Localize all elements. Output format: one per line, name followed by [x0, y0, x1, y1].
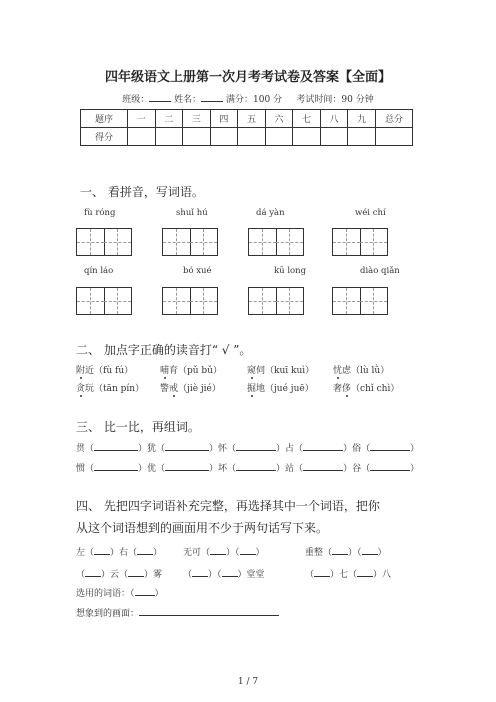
table-cell: 九 [348, 110, 376, 128]
name-label: 姓名： [174, 95, 202, 105]
score-input-cell[interactable] [183, 128, 211, 146]
reading-options: （chǐ chì） [351, 384, 400, 394]
idiom-blank[interactable] [192, 568, 208, 577]
writing-grid[interactable] [332, 228, 388, 256]
reading-options: 虑（lù lǜ） [342, 366, 390, 376]
answer-blank[interactable] [236, 462, 276, 471]
answer-blank[interactable] [236, 442, 276, 451]
exam-info [0, 92, 496, 105]
answer-blank[interactable] [94, 442, 138, 451]
score-input-cell[interactable] [376, 128, 413, 146]
idiom-text: 重整（ [305, 548, 333, 558]
reading-options: 地（jué juē） [256, 384, 314, 394]
compare-row [76, 461, 419, 474]
idiom-item [183, 545, 265, 558]
page-number: 1 / 7 [237, 677, 259, 687]
table-cell: 七 [293, 110, 321, 128]
idiom-text: 无可（ [183, 548, 211, 558]
idiom-text: （ [305, 570, 315, 580]
answer-blank[interactable] [370, 462, 410, 471]
writing-grid[interactable] [76, 228, 132, 256]
chosen-label: 选用的词语：（ [76, 589, 135, 599]
idiom-text: ） [153, 548, 163, 558]
imagine-line [76, 606, 279, 619]
exam-time: 考试时间：90 分钟 [296, 95, 374, 105]
idiom-text: ）七（ [330, 570, 358, 580]
writing-grid[interactable] [332, 287, 388, 315]
reading-item[interactable] [247, 381, 314, 394]
char-label: ）坏（ [209, 464, 237, 474]
plain-char: 奢 [333, 384, 343, 394]
reading-options: （jiè jié） [178, 384, 221, 394]
table-cell: 四 [210, 110, 238, 128]
table-cell: 得分 [81, 128, 128, 146]
char-label: ） [410, 444, 420, 454]
pinyin-label: kū long [274, 266, 307, 276]
table-cell: 六 [265, 110, 293, 128]
idiom-blank[interactable] [137, 546, 153, 555]
reading-item[interactable] [160, 381, 221, 394]
score-input-cell[interactable] [155, 128, 183, 146]
table-cell: 总分 [376, 110, 413, 128]
dotted-char: 掘 [247, 384, 257, 394]
table-cell: 三 [183, 110, 211, 128]
dotted-char: 哺 [160, 366, 170, 376]
idiom-blank[interactable] [94, 546, 110, 555]
idiom-blank[interactable] [362, 546, 378, 555]
score-input-cell[interactable] [210, 128, 238, 146]
score-header-row [81, 110, 413, 128]
table-cell: 一 [128, 110, 156, 128]
char-label: ） [410, 464, 420, 474]
answer-blank[interactable] [165, 442, 209, 451]
pinyin-label: shuǐ hú [176, 208, 208, 218]
idiom-text: ）八 [373, 570, 392, 580]
section2-heading: 二、 加点字正确的读音打“ √ ”。 [76, 343, 252, 357]
char-label: ）优（ [138, 464, 166, 474]
score-table [80, 109, 413, 146]
char-label: ）谷（ [343, 464, 371, 474]
dotted-char: 侈 [342, 384, 352, 394]
table-cell: 五 [238, 110, 266, 128]
page-title: 四年级语文上册第一次月考考试卷及答案【全面】 [104, 70, 391, 85]
chosen-blank[interactable] [135, 587, 155, 596]
idiom-text: ）（ [226, 548, 240, 558]
idiom-item [76, 567, 162, 580]
idiom-blank[interactable] [85, 568, 101, 577]
reading-options: 近（fù fú） [85, 366, 134, 376]
table-cell: 八 [320, 110, 348, 128]
chosen-word-line [76, 586, 164, 599]
section3-heading: 三、 比一比，再组词。 [76, 420, 200, 434]
score-input-cell[interactable] [128, 128, 156, 146]
char-label: ）犹（ [138, 444, 166, 454]
char-label: ）怀（ [209, 444, 237, 454]
idiom-text: ）云（ [101, 570, 129, 580]
idiom-item [305, 567, 391, 580]
char-label: ）占（ [276, 444, 304, 454]
idiom-text: ） [377, 548, 387, 558]
writing-grid[interactable] [162, 228, 218, 256]
idiom-text: （ [183, 570, 193, 580]
score-input-cell[interactable] [320, 128, 348, 146]
class-blank [149, 93, 171, 102]
char-label: ）俗（ [343, 444, 371, 454]
reading-item[interactable] [333, 381, 399, 394]
imagine-label: 想象到的画面： [76, 609, 140, 619]
answer-blank[interactable] [303, 442, 343, 451]
compare-row [76, 441, 419, 454]
idiom-item [183, 567, 265, 580]
idiom-text: ） [255, 548, 265, 558]
dotted-char: 戒 [169, 384, 179, 394]
answer-blank[interactable] [165, 462, 209, 471]
answer-blank[interactable] [303, 462, 343, 471]
writing-grid[interactable] [76, 287, 132, 315]
section4-heading-line1: 四、 先把四字词语补充完整，再选择其中一个词语，把你 [76, 499, 380, 513]
idiom-text: ）堂堂 [237, 570, 265, 580]
reading-options: 玩（tān pín） [85, 384, 145, 394]
reading-item[interactable] [247, 363, 314, 376]
pinyin-label: qín láo [84, 266, 114, 276]
answer-blank[interactable] [370, 442, 410, 451]
char-label: 贯（ [76, 444, 95, 454]
reading-item[interactable] [76, 363, 133, 376]
reading-options: 育（pǔ bǔ） [169, 366, 222, 376]
idiom-blank[interactable] [357, 568, 373, 577]
section4-heading-line2: 从这个词语想到的画面用不少于两句话写下来。 [76, 521, 329, 535]
idiom-text: ）右（ [110, 548, 138, 558]
dotted-char: 窥 [247, 366, 257, 376]
idiom-text: （ [76, 570, 86, 580]
answer-blank[interactable] [94, 462, 138, 471]
chosen-close: ） [154, 589, 164, 599]
table-cell: 题序 [81, 110, 128, 128]
full-score: 满分：100 分 [226, 95, 283, 105]
reading-options: 伺（kuī kuì） [256, 366, 315, 376]
pinyin-label: diào qiǎn [360, 266, 400, 276]
dotted-char: 忧 [333, 366, 343, 376]
imagine-blank[interactable] [139, 607, 279, 616]
table-cell: 二 [155, 110, 183, 128]
section1-heading: 一、 看拼音，写词语。 [80, 185, 204, 199]
idiom-text: 左（ [76, 548, 95, 558]
idiom-blank[interactable] [128, 568, 144, 577]
char-label: 惯（ [76, 464, 95, 474]
score-input-cell[interactable] [348, 128, 376, 146]
pinyin-label: dá yàn [256, 208, 285, 218]
score-input-cell[interactable] [293, 128, 321, 146]
class-label: 班级： [122, 95, 150, 105]
pinyin-label: bó xué [183, 266, 212, 276]
idiom-blank[interactable] [210, 546, 226, 555]
idiom-blank[interactable] [240, 546, 256, 555]
char-label: ）站（ [276, 464, 304, 474]
idiom-blank[interactable] [222, 568, 238, 577]
pinyin-label: wéi chí [355, 208, 386, 218]
idiom-text: ）（ [348, 548, 362, 558]
dotted-char: 附 [76, 366, 86, 376]
score-input-cell[interactable] [265, 128, 293, 146]
writing-grid[interactable] [248, 228, 304, 256]
plain-char: 警 [160, 384, 170, 394]
score-row [81, 128, 413, 146]
pinyin-label: fù róng [84, 208, 116, 218]
writing-grid[interactable] [248, 287, 304, 315]
reading-item[interactable] [160, 363, 222, 376]
idiom-blank[interactable] [332, 546, 348, 555]
dotted-char: 贪 [76, 384, 86, 394]
score-input-cell[interactable] [238, 128, 266, 146]
idiom-item [76, 545, 162, 558]
name-blank [201, 93, 223, 102]
reading-item[interactable] [333, 363, 389, 376]
idiom-text: ）（ [208, 570, 222, 580]
reading-item[interactable] [76, 381, 144, 394]
writing-grid[interactable] [162, 287, 218, 315]
idiom-item [305, 545, 387, 558]
idiom-text: ）雾 [144, 570, 163, 580]
idiom-blank[interactable] [314, 568, 330, 577]
